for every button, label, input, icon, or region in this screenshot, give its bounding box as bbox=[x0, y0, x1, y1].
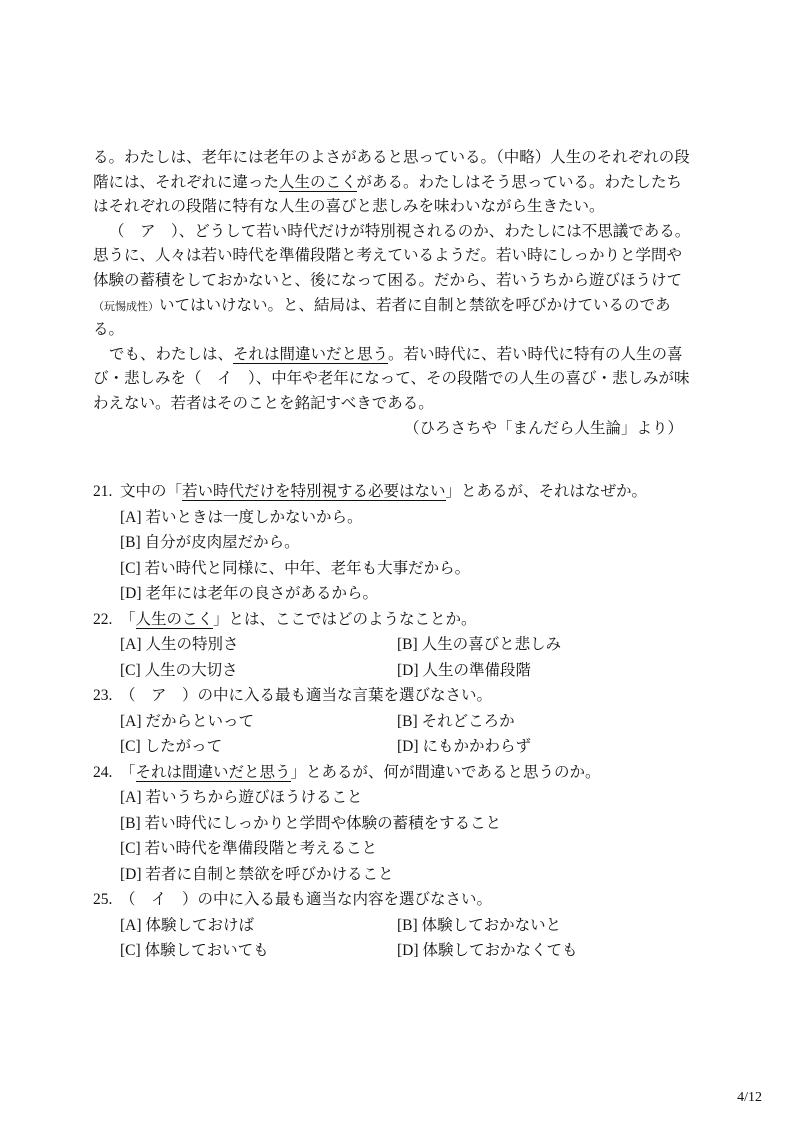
answer-option[interactable]: [B] 若い時代にしっかりと学問や体験の蓄積をすること bbox=[120, 813, 502, 832]
chinese-gloss: （玩惕成性） bbox=[93, 299, 159, 313]
answer-option[interactable]: [D] にもかかわらず bbox=[397, 737, 532, 755]
underlined-phrase: それは間違いだと思う bbox=[135, 762, 291, 781]
question-21-stem: 21. 文中の「若い時代だけを特別視する必要はない」とあるが、それはなぜか。 bbox=[93, 482, 648, 500]
passage-line: 思うに、人々は若い時代を準備段階と考えているようだ。若い時にしっかりと学問や bbox=[93, 246, 683, 265]
answer-option[interactable]: [A] 若いときは一度しかないから。 bbox=[120, 507, 363, 526]
passage-line: る。 bbox=[93, 320, 125, 339]
underlined-phrase: 人生のこく bbox=[279, 172, 357, 191]
answer-option[interactable]: [A] 人生の特別さ bbox=[120, 635, 239, 653]
answer-option[interactable]: [B] それどころか bbox=[397, 711, 515, 730]
passage-line: わえない。若者はそのことを銘記すべきである。 bbox=[93, 393, 434, 412]
answer-option[interactable]: [D] 若者に自制と禁欲を呼びかけること bbox=[120, 864, 394, 883]
passage-source: （ひろさちや「まんだら人生論」より） bbox=[403, 418, 683, 437]
underlined-phrase: 人生のこく bbox=[135, 609, 214, 628]
passage-line: る。わたしは、老年には老年のよさがあると思っている。（中略）人生のそれぞれの段 bbox=[93, 148, 690, 166]
answer-option[interactable]: [C] 人生の大切さ bbox=[120, 660, 238, 679]
answer-option[interactable]: [D] 体験しておかなくても bbox=[397, 941, 578, 959]
underlined-phrase: それは間違いだと思う bbox=[233, 344, 389, 363]
passage-line: はそれぞれの段階に特有な人生の喜びと悲しみを味わいながら生きたい。 bbox=[93, 197, 605, 216]
passage-line: び・悲しみを（ イ ）、中年や老年になって、その段階での人生の喜び・悲しみが味 bbox=[93, 369, 690, 388]
answer-option[interactable]: [B] 体験しておかないと bbox=[397, 915, 562, 934]
reading-passage bbox=[93, 145, 713, 440]
answer-option[interactable]: [A] 若いうちから遊びほうけること bbox=[120, 788, 363, 806]
question-list bbox=[93, 479, 713, 964]
answer-option[interactable]: [C] 体験しておいても bbox=[120, 941, 269, 959]
passage-line: （ ア ）、どうして若い時代だけが特別視されるのか、わたしには不思議である。 bbox=[109, 221, 691, 240]
passage-line: （玩惕成性）いてはいけない。と、結局は、若者に自制と禁欲を呼びかけているのであ bbox=[93, 295, 671, 314]
question-25-stem: 25. （ イ ）の中に入る最も適当な内容を選びなさい。 bbox=[93, 890, 493, 908]
page-number: 4/12 bbox=[737, 1090, 762, 1105]
passage-line: 階には、それぞれに違った人生のこくがある。わたしはそう思っている。わたしたち bbox=[93, 172, 683, 191]
question-22-stem: 22. 「人生のこく」とは、ここではどのようなことか。 bbox=[93, 609, 477, 628]
answer-option[interactable]: [C] 若い時代を準備段階と考えること bbox=[120, 839, 378, 857]
answer-option[interactable]: [A] 体験しておけば bbox=[120, 915, 255, 934]
underlined-phrase: 若い時代だけを特別視する必要はない bbox=[182, 482, 446, 500]
question-24-stem: 24. 「それは間違いだと思う」とあるが、何が間違いであると思うのか。 bbox=[93, 762, 601, 781]
answer-option[interactable]: [D] 老年には老年の良さがあるから。 bbox=[120, 584, 379, 602]
question-23-stem: 23. （ ア ）の中に入る最も適当な言葉を選びなさい。 bbox=[93, 686, 493, 704]
passage-line: でも、わたしは、それは間違いだと思う。若い時代に、若い時代に特有の人生の喜 bbox=[109, 344, 683, 363]
answer-option[interactable]: [B] 人生の喜びと悲しみ bbox=[397, 635, 562, 653]
answer-option[interactable]: [B] 自分が皮肉屋だから。 bbox=[120, 533, 300, 551]
passage-line: 体験の蓄積をしておかないと、後になって困る。だから、若いうちから遊びほうけて bbox=[93, 270, 683, 289]
answer-option[interactable]: [A] だからといって bbox=[120, 711, 255, 730]
answer-option[interactable]: [D] 人生の準備段階 bbox=[397, 660, 532, 679]
answer-option[interactable]: [C] したがって bbox=[120, 737, 223, 755]
answer-option[interactable]: [C] 若い時代と同様に、中年、老年も大事だから。 bbox=[120, 558, 471, 577]
